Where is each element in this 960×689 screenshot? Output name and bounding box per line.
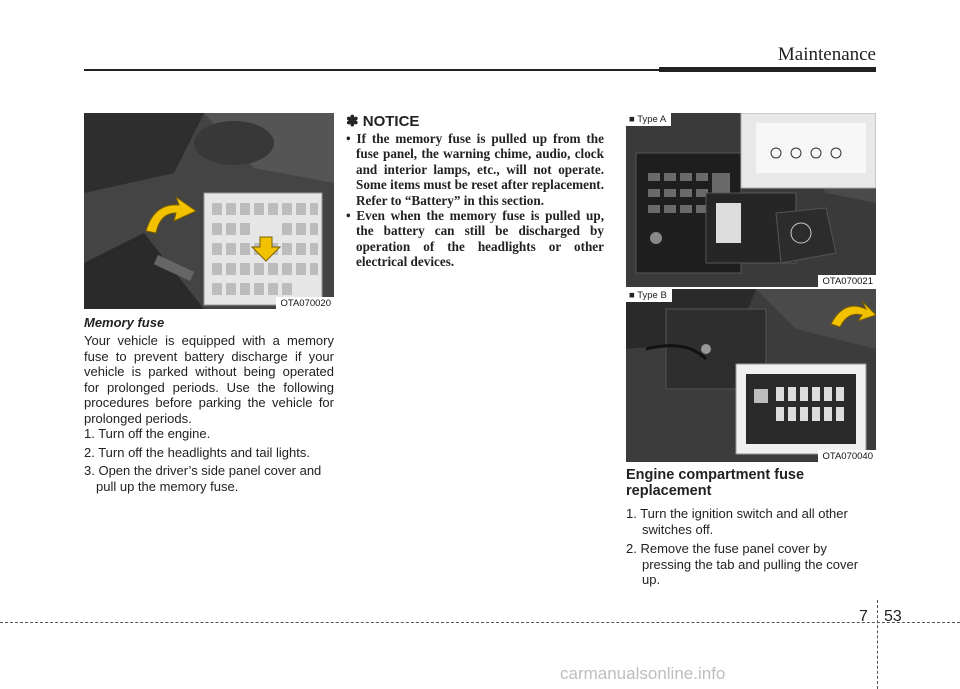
figure-code: OTA070020 <box>276 297 334 309</box>
page-number-separator <box>877 600 878 689</box>
type-b-figure <box>626 289 876 462</box>
engine-steps <box>626 506 878 592</box>
list-item: 2. Turn off the headlights and tail lights. <box>84 444 310 460</box>
type-b-label: ■ Type B <box>626 289 672 302</box>
header-rule <box>84 69 659 71</box>
list-item: 1. Turn the ignition switch and all other switches off. <box>626 506 848 537</box>
notice-item: • Even when the memory fuse is pulled up, the battery can still be discharged by operation of the headlights or other electrical devices. <box>346 208 604 270</box>
list-item: 3. Open the driver’s side panel cover and pull up the memory fuse. <box>84 463 322 494</box>
notice-title: ✽ NOTICE <box>346 113 420 130</box>
header-rule-accent <box>659 67 876 72</box>
memory-fuse-illustration <box>84 113 334 309</box>
notice-list <box>346 131 604 270</box>
list-item: 1. Turn off the engine. <box>84 426 211 441</box>
type-a-illustration <box>626 113 876 287</box>
figure-code: OTA070021 <box>818 275 876 287</box>
figure-code: OTA070040 <box>818 450 876 462</box>
memory-fuse-figure <box>84 113 334 309</box>
list-item: 2. Remove the fuse panel cover by pressing the tab and pulling the cover up. <box>626 541 859 587</box>
engine-section-title: Engine compartment fuse replacement <box>626 467 805 499</box>
memory-fuse-body: Your vehicle is equipped with a memory fuse to prevent battery discharge if your vehicle is parked without being operated for prolonged periods. Use the following procedures before parking the vehicle for prolonged periods. <box>84 333 334 426</box>
footer-rule <box>0 622 960 623</box>
notice-item: • If the memory fuse is pulled up from the fuse panel, the warning chime, audio, clock and interior lamps, etc., will not operate. Some items must be reset after replacement. Refer to “Battery” in this section. <box>346 131 604 208</box>
memory-fuse-steps <box>84 426 334 497</box>
watermark: carmanualsonline.info <box>560 664 726 683</box>
type-a-figure <box>626 113 876 287</box>
chapter-number: 7 <box>859 608 868 625</box>
type-b-illustration <box>626 289 876 462</box>
page-number: 53 <box>884 608 902 625</box>
type-a-label: ■ Type A <box>626 113 671 126</box>
section-title: Maintenance <box>777 44 876 65</box>
memory-fuse-caption: Memory fuse <box>84 315 165 330</box>
